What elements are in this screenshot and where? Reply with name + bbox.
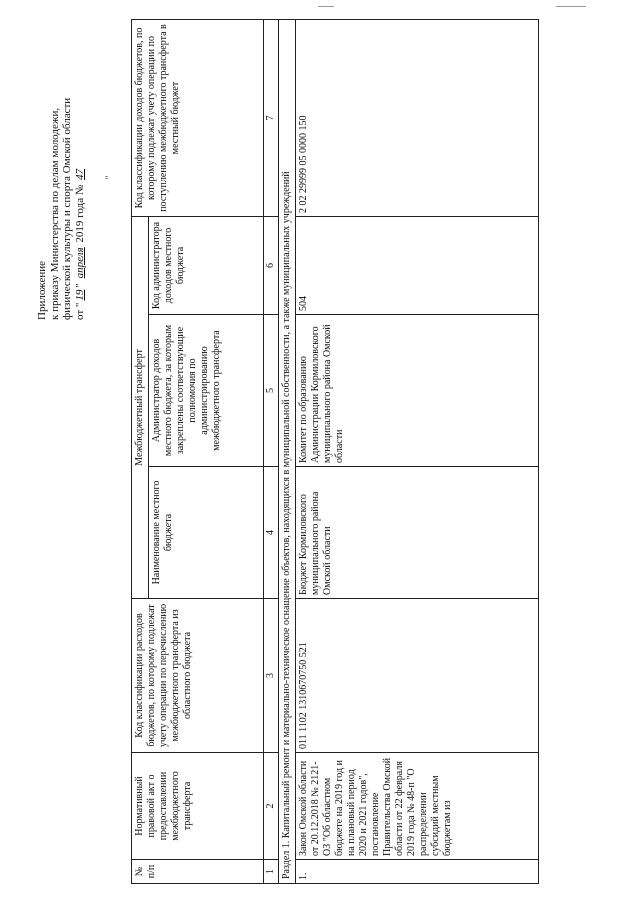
column-number: 6	[264, 216, 279, 314]
column-number: 7	[264, 19, 279, 216]
date-day: 19	[73, 289, 86, 301]
column-number: 2	[264, 753, 279, 860]
header-line-order: к приказу Министерства по делам молодежи,	[48, 107, 61, 320]
col-header-3: Код классификации расходов бюджетов, по которому подлежат учету операции по перечислению межбюджетного трансферта из областного бюджета	[132, 599, 264, 753]
order-number: 47	[73, 168, 86, 180]
margin-mark: "	[104, 175, 116, 180]
col-header-1: № п/п	[132, 860, 264, 884]
date-month: апреля	[73, 247, 86, 279]
legal-act: Закон Омской области от 20.12.2018 № 2121-ОЗ "Об областном бюджете на 2019 год и на плановый период 2020 и 2021 годов", постановление Правительства Омской области от 22 февраля 2019 года № 48-п "О распределении субсидий местным бюджетам из	[296, 753, 539, 860]
col-header-5: Администратор доходов местного бюджета, за которым закреплены соответствующие полномочия по администрированию межбюджетного трансферта	[149, 315, 264, 467]
column-number: 4	[264, 467, 279, 599]
header-date-line	[74, 20, 87, 320]
income-administrator: Комитет по образованию Администрации Кормиловского муниципального района Омской области	[296, 315, 539, 467]
date-year: 2019 года №	[73, 184, 86, 243]
budget-name: Бюджет Кормиловского муниципального района Омской области	[296, 467, 539, 599]
section-title: Раздел 1. Капитальный ремонт и материально-техническое оснащение объектов, находящихся в муниципальной собственности, а также муниципальных учреждений	[279, 19, 296, 883]
table-row	[296, 19, 539, 883]
expense-code: 011 1102 1310670750 521	[296, 599, 539, 753]
column-number: 3	[264, 599, 279, 753]
section-row	[279, 19, 296, 883]
col-header-6: Код администратора доходов местного бюджета	[149, 216, 264, 314]
column-number-row	[264, 19, 279, 883]
row-number: 1.	[296, 860, 539, 884]
table-header-group-row	[132, 19, 149, 883]
col-header-2: Нормативный правовой акт о предоставлении межбюджетного трансферта	[132, 753, 264, 860]
date-quote: "	[73, 283, 86, 288]
column-number: 1	[264, 860, 279, 884]
administrator-code: 504	[296, 216, 539, 314]
header-title: Приложение	[36, 260, 48, 320]
group-header: Межбюджетный трансферт	[132, 216, 149, 598]
col-header-4: Наименование местного бюджета	[149, 467, 264, 599]
col-header-7: Код классификации доходов бюджетов, по которому подлежат учету операции по поступлению межбюджетного трансферта в местный бюджет	[132, 19, 264, 216]
date-prefix: от "	[73, 302, 86, 320]
income-code: 2 02 29999 05 0000 150	[296, 19, 539, 216]
column-number: 5	[264, 315, 279, 467]
header-line-ministry: физической культуры и спорта Омской области	[61, 97, 73, 320]
transfer-table	[131, 19, 539, 884]
document-header	[36, 20, 86, 320]
